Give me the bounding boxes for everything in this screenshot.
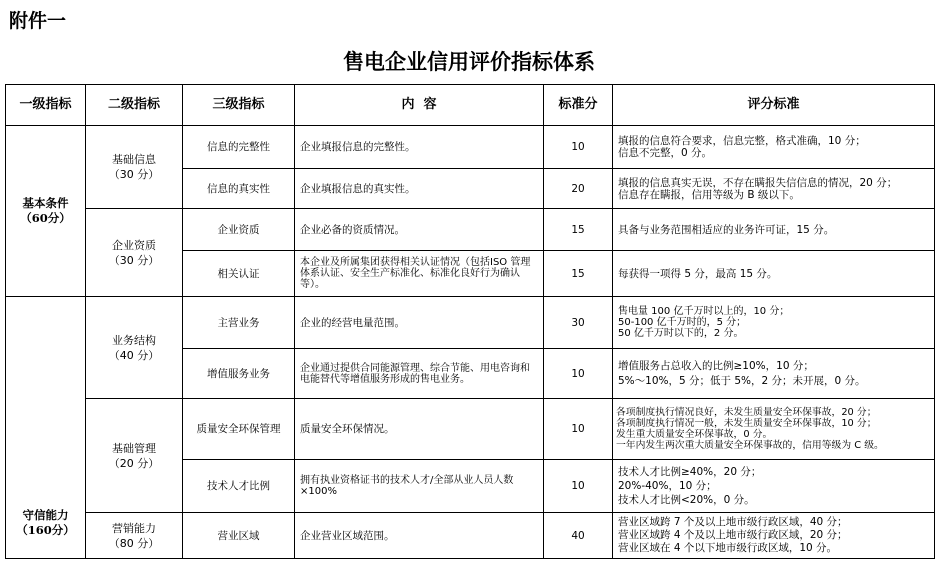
level2-cell: [86, 209, 183, 297]
content-cell: 企业填报信息的真实性。: [295, 169, 544, 209]
level3-cell: 信息的完整性: [183, 126, 295, 169]
level2-name: 基础管理: [112, 441, 156, 455]
criteria-line: 各项制度执行情况良好，未发生质量安全环保事故，20 分；: [616, 407, 877, 418]
score-cell: 10: [544, 399, 613, 460]
level2-score: （80 分）: [108, 536, 160, 550]
criteria-cell: [613, 209, 935, 251]
score-cell: 40: [544, 513, 613, 559]
criteria-line: 信息不完整，0 分。: [618, 147, 713, 159]
table-row: [6, 399, 935, 460]
score-cell: 10: [544, 126, 613, 169]
level3-cell: 技术人才比例: [183, 460, 295, 513]
criteria-line: 具备与业务范围相适应的业务许可证，15 分。: [618, 223, 835, 236]
criteria-line: 售电量 100 亿千万时以上的，10 分；: [618, 306, 790, 317]
content-cell: 企业的经营电量范围。: [295, 297, 544, 349]
criteria-cell: [613, 126, 935, 169]
level1-name: 守信能力: [22, 508, 69, 522]
level2-cell: [86, 126, 183, 209]
table-row: [6, 209, 935, 251]
level2-name: 基础信息: [112, 153, 156, 166]
score-cell: 10: [544, 460, 613, 513]
criteria-line: 营业区域跨 4 个及以上地市级行政区域，20 分；: [618, 529, 848, 541]
level2-cell: [86, 513, 183, 559]
criteria-line: 每获得一项得 5 分，最高 15 分。: [618, 267, 778, 280]
criteria-line: 一年内发生两次重大质量安全环保事故的，信用等级为 C 级。: [616, 440, 884, 451]
criteria-line: 发生重大质量安全环保事故，0 分。: [616, 429, 773, 440]
level2-name: 企业资质: [112, 238, 156, 252]
column-header: 标准分: [544, 85, 613, 126]
level2-score: （30 分）: [108, 168, 160, 181]
column-header: 评分标准: [613, 85, 935, 126]
criteria-line: 营业区域在 4 个以下地市级行政区域，10 分。: [618, 542, 838, 554]
criteria-cell: [613, 513, 935, 559]
criteria-line: 填报的信息真实无误，不存在瞒报失信信息的情况，20 分；: [618, 176, 898, 189]
table-header-row: [6, 85, 935, 126]
criteria-line: 50-100 亿千万时的，5 分；: [618, 317, 747, 328]
content-cell: 企业营业区域范围。: [295, 513, 544, 559]
table-row: [6, 126, 935, 169]
score-cell: 15: [544, 251, 613, 297]
level2-cell: [86, 399, 183, 513]
column-header: 三级指标: [183, 85, 295, 126]
level3-cell: 相关认证: [183, 251, 295, 297]
column-header: 内 容: [295, 85, 544, 126]
score-cell: 15: [544, 209, 613, 251]
content-cell: 质量安全环保情况。: [295, 399, 544, 460]
level1-cell: [6, 126, 86, 297]
level3-cell: 增值服务业务: [183, 349, 295, 399]
criteria-cell: [613, 399, 935, 460]
level1-name: 基本条件: [22, 196, 69, 210]
level2-name: 营销能力: [112, 521, 156, 535]
level3-cell: 质量安全环保管理: [183, 399, 295, 460]
criteria-line: 技术人才比例<20%，0 分。: [618, 494, 755, 506]
criteria-line: 信息存在瞒报，信用等级为 B 级以下。: [618, 188, 800, 201]
level2-score: （40 分）: [108, 348, 160, 362]
content-cell: 本企业及所属集团获得相关认证情况（包括ISO 管理体系认证、安全生产标准化、标准化良好行为确认等）。: [295, 251, 544, 297]
criteria-cell: [613, 251, 935, 297]
level1-score: （160分）: [16, 523, 75, 537]
criteria-line: 20%-40%，10 分；: [618, 480, 717, 492]
attachment-label: 附件一: [9, 10, 67, 32]
criteria-line: 填报的信息符合要求，信息完整，格式准确，10 分；: [618, 135, 866, 147]
level1-cell: [6, 297, 86, 559]
level2-cell: [86, 297, 183, 399]
content-cell: 企业填报信息的完整性。: [295, 126, 544, 169]
score-cell: 30: [544, 297, 613, 349]
content-cell: 拥有执业资格证书的技术人才/全部从业人员人数×100%: [295, 460, 544, 513]
level1-score: （60分）: [20, 211, 71, 225]
criteria-cell: [613, 349, 935, 399]
table-row: [6, 513, 935, 559]
level3-cell: 信息的真实性: [183, 169, 295, 209]
score-cell: 20: [544, 169, 613, 209]
credit-index-table: [5, 84, 935, 559]
level2-name: 业务结构: [112, 333, 156, 347]
level3-cell: 主营业务: [183, 297, 295, 349]
criteria-line: 营业区域跨 7 个及以上地市级行政区域，40 分；: [618, 516, 848, 528]
page-title: 售电企业信用评价指标体系: [343, 49, 595, 74]
criteria-line: 5%～10%，5 分；低于 5%，2 分；未开展，0 分。: [618, 374, 866, 387]
criteria-cell: [613, 460, 935, 513]
criteria-line: 增值服务占总收入的比例≥10%，10 分；: [618, 359, 814, 372]
level2-score: （20 分）: [108, 456, 160, 470]
criteria-line: 技术人才比例≥40%，20 分；: [618, 466, 762, 478]
content-cell: 企业通过提供合同能源管理、综合节能、用电咨询和电能替代等增值服务形成的售电业务。: [295, 349, 544, 399]
table-row: [6, 297, 935, 349]
score-cell: 10: [544, 349, 613, 399]
criteria-line: 50 亿千万时以下的，2 分。: [618, 328, 744, 339]
column-header: 二级指标: [86, 85, 183, 126]
level2-score: （30 分）: [108, 253, 160, 267]
criteria-cell: [613, 169, 935, 209]
content-cell: 企业必备的资质情况。: [295, 209, 544, 251]
criteria-cell: [613, 297, 935, 349]
level3-cell: 营业区域: [183, 513, 295, 559]
column-header: 一级指标: [6, 85, 86, 126]
level3-cell: 企业资质: [183, 209, 295, 251]
criteria-line: 各项制度执行情况一般，未发生质量安全环保事故，10 分；: [616, 418, 877, 429]
